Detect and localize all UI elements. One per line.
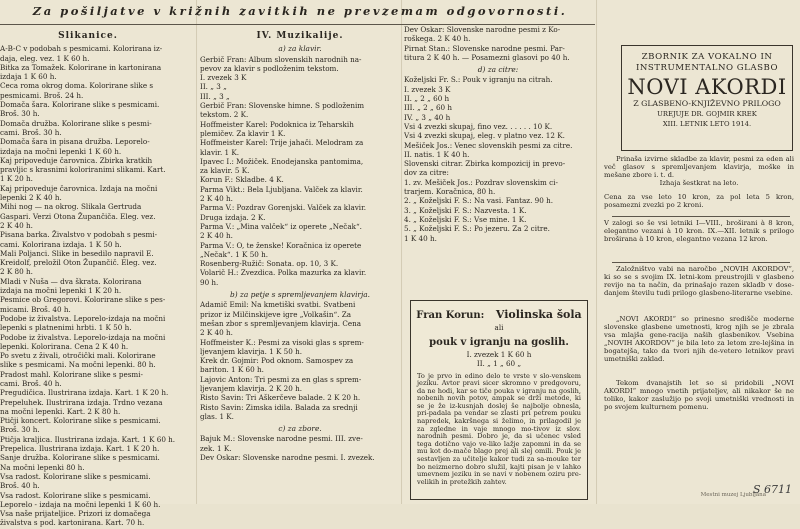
list-item: 5. „ Koželjski F. S.: Po jezeru. Za 2 citre. [404, 224, 550, 234]
paragraph: Prinaša izvirne skladbe za klavir, pesmi za eden ali več glasov s spremljevanjem klavirja, moške in mešane zbore i. t. d. [604, 155, 794, 179]
list-item: IV. „ 3 „ 40 h [404, 112, 451, 122]
list-item: Kaj pripoveduje čarovnica. Zbirka kratkih [0, 155, 153, 165]
list-item: 2 K 40 h. [200, 328, 233, 338]
list-item: 2 K 40 h. [0, 220, 33, 230]
fold-line [596, 0, 598, 504]
list-item: pravljic s krasnimi koloriranimi slikami. Kart. [0, 165, 166, 175]
list-item: ljevanjem klavirja. 1 K 50 h. [200, 346, 303, 356]
list-item: Korun F.: Skladbe. 4 K. [200, 175, 284, 185]
list-item: Pisana barka. Živalstvo v podobah s pesmi- [0, 230, 158, 240]
list-item: cami. Broš. 40 h. [0, 378, 62, 388]
list-item: Dev Oskar: Slovenske narodne pesmi. I. zvezek. [200, 453, 375, 463]
list-item: Slovenski citrar. Zbirka kompozicij in prevo- [404, 159, 566, 169]
list-item: II. „ 2 „ 60 h [404, 94, 450, 104]
list-item: III. „ 2 „ 60 h [404, 103, 453, 113]
list-item: Rosenberg-Ružič: Sonata. op. 10, 3 K. [200, 259, 339, 269]
divider [612, 216, 790, 217]
list-item: živalstva s pod. kartonirana. Kart. 70 h. [0, 518, 145, 528]
list-item: izdaja na močni lepenki 1 K 20 h. [0, 286, 122, 296]
journal-desc [604, 156, 794, 188]
list-item: bariton. 1 K 60 h. [200, 365, 264, 375]
list-item: 90 h. [200, 277, 219, 287]
list-item: Dev Oskar: Slovenske narodne pesmi z Ko- [404, 26, 561, 34]
ad-volume: I. zvezek 1 K 60 h [466, 349, 532, 359]
list-item: Gerbič Fran: Album slovenskih narodnih na- [200, 54, 362, 64]
list-item: Vsi 4 zvezki skupaj, eleg. v platno vez. 12 K. [404, 131, 565, 141]
subsection-title: a) za klavir. [278, 44, 322, 54]
list-item: Broš. 30 h. [0, 425, 40, 435]
top-banner: Za pošiljatve v križnih zavitkih ne prevzemam odgovornosti. [32, 4, 568, 18]
list-item: Gerbič Fran: Slovenske himne. S podloženim [200, 101, 365, 111]
list-item: Leporelo - izdaja na močni lepenki 1 K 60 h. [0, 499, 161, 509]
journal-year: XIII. LETNIK LETO 1914. [662, 120, 752, 128]
list-item: izdaja 1 K 60 h. [0, 72, 57, 82]
list-item: Prepeluhek. Ilustrirana izdaja. Trdno vezana [0, 397, 163, 407]
ad-author: Fran Korun: [416, 310, 485, 321]
list-item: cami. Kolorirana izdaja. 1 K 50 h. [0, 239, 122, 249]
list-item: pevov za klavir s podloženim tekstom. [200, 63, 339, 73]
list-item: dov za citre: [404, 168, 449, 178]
list-item: Mladi v Nuša — dva škrata. Kolorirana [0, 276, 142, 286]
journal-about: „NOVI AKORDI“ so prinesno središče moderne slovenske glasbene umetnosti, krog njih se je zbrala vsa mlajša gene-racija naših glasbenikov. Vsebina „NOVIH AKORDOV“ je bila leto za letom zre-lejšina in bogatejša, tako da tvori njih de-veterо letnikov pravi umetniški zaklad. [604, 315, 794, 363]
ad-volume: II. „ 1 „ 60 „ [476, 359, 522, 368]
subsection-title: b) za petje s spremljevanjem klavirja. [229, 290, 371, 300]
museum-stamp: Mestni muzej Ljubljana [700, 492, 766, 498]
list-item: Po svetu z živali, otročički mali. Kolorirane [0, 351, 156, 361]
list-item: Mali Poljanci. Slike in besedilo napravil E. [0, 248, 154, 258]
list-item: Bajuk M.: Slovenske narodne pesmi. III. zve- [200, 434, 363, 444]
column-music-cont [404, 26, 592, 296]
inventory-number: S 6711 [752, 483, 792, 496]
list-item: Vsa naše prijateljice. Prizori iz domačega [0, 509, 151, 519]
list-item: Parma V.: O, te ženske! Koračnica iz operete [200, 240, 362, 250]
list-item: glas. 1 K. [200, 411, 234, 421]
list-item: Adamič Emil: Na kmetiški svatbi. Svatbeni [200, 300, 356, 310]
ad-text: To je prvo in edino delo te vrste v slo-venskem jeziku. Avtor pravi sicer skromno v predgovoru, da ne hodi, kar se tiče pouka v igranju na goslih, nobenih novih potov, ampak se drži metode, ki se je že iz-kusnjah doslej še najbolje obnesla, pri-padala pa vendar se zlasti pri petrem pouku napredek, kakršnega si želimo, in prilagodil je za zgledne in vaje mnogo mo-tivov iz slov. narodnih pesmi. Dobro je, da si učenec vsled tega dotično vajo ve-liko lažje zapomni in da se mu kot do-mače blago prej ali slej omili. Pouk je sestavljen za učitelje kakor tudi za sa-mouke ter bo neizmerno dobro služil, kajti pisan je v lahko umevnem jeziku in se navi v nobenem oziru pre-velikih in pretežkih zahtev. [417, 371, 581, 486]
list-item: Na močni lepenki 80 h. [0, 462, 85, 472]
journal-subtitle: Z GLASBENO-KNJIŽEVNO PRILOGO [633, 99, 781, 108]
list-item: III. „ 3 „ [200, 91, 230, 101]
list-item: Vsi 4 zvezki skupaj, fino vez. . . . . . 10 K. [404, 121, 553, 131]
list-item: titura 2 K 40 h. — Posamezni glasovi po 40 h. [404, 52, 570, 62]
list-item: Podobe iz živalstva. Leporelo-izdaja na močni [0, 332, 166, 342]
title-frame [621, 45, 793, 151]
journal-invite: Založništvo vabi na naročbo „NOVIH AKORDOV“, ki so se s svojim IX. letni-kom preustrojili v glasbeno revijo na ta način, da prinašajo razen skladb v dose-danjem številu tudi prilogo glasbeno-literarne vsebine. [604, 265, 794, 297]
list-item: Koželjski Fr. S.: Pouk v igranju na citrah. [404, 75, 553, 85]
list-item: Volarič H.: Zvezdica. Polka mazurka za klavir. [200, 268, 367, 278]
list-item: II. „ 3 „ [200, 82, 227, 92]
list-item: Ptičji koncert. Kolorirane slike s pesmicami. [0, 416, 161, 426]
list-item: Mihi nog — na okrog. Slikala Gertruda [0, 202, 142, 212]
list-item: Ceca roma okrog doma. Kolorirane slike s [0, 81, 154, 91]
list-item: Risto Savin: Tri Aškerčeve balade. 2 K 20 h. [200, 393, 361, 403]
violin-school-ad [410, 300, 588, 500]
list-item: prizor iz Milčinskijeve igre „Volkašin“. Za [200, 309, 352, 319]
list-item: Ptičja kraljica. Ilustrirana izdaja. Kart. 1 K 60 h. [0, 434, 176, 444]
list-item: Sanje družba. Kolorirane slike s pesmicami. [0, 453, 160, 463]
list-item: trarjem. Koračnica, 80 h. [404, 187, 496, 197]
paragraph: Izhaja šestkrat na leto. [659, 178, 739, 187]
list-item: Domača šara. Kolorirane slike s pesmicami. [0, 100, 160, 110]
list-item: Krek dr. Gojmir: Pod oknom. Samospev za [200, 356, 354, 366]
list-item: Druga izdaja. 2 K. [200, 212, 266, 222]
list-item: Mešiček Jos.: Venec slovenskih pesmi za citre. [404, 140, 573, 150]
subsection-title: c) za zbore. [278, 424, 322, 434]
divider [0, 24, 595, 25]
list-item: Domača šara in pisana družba. Leporelo- [0, 137, 150, 147]
list-item: mešan zbor s spremljevanjem klavirja. Cena [200, 318, 361, 328]
list-item: 1 K 40 h. [404, 233, 437, 243]
list-item: plemičev. Za klavir 1 K. [200, 128, 286, 138]
entry-list [404, 26, 592, 62]
list-item: zek. 1 K. [200, 443, 232, 453]
list-item: Kaj pripoveduje čarovnica. Izdaja na močni [0, 183, 158, 193]
list-item: 1 K 20 h. [0, 174, 33, 184]
section-title: IV. Muzikalije. [256, 31, 344, 41]
entry-list [0, 45, 176, 527]
journal-title: NOVI AKORDI [627, 75, 787, 99]
list-item: lepenki s platnenimi hrbti. 1 K 50 h. [0, 323, 132, 333]
list-item: Podobe iz živalstva. Leporelo-izdaja na močni [0, 313, 166, 323]
list-item: pesmicami. Broš. 24 h. [0, 90, 84, 100]
list-item: micami. Broš. 40 h. [0, 304, 71, 314]
divider [612, 262, 790, 263]
entry-list [200, 56, 400, 287]
ad-book-title: Violinska šola [495, 308, 582, 321]
list-item: 1. zv. Mešiček Jos.: Pozdrav slovenskim ci- [404, 177, 558, 187]
entry-list [200, 301, 400, 421]
list-item: Bitka za Tomažek. Kolorirane in kartonirana [0, 62, 162, 72]
list-item: Broš. 30 h. [0, 109, 40, 119]
list-item: „Nečak“. 1 K 50 h. [200, 249, 269, 259]
list-item: Hoffmeister K.: Pesmi za visoki glas s sprem- [200, 337, 364, 347]
list-item: Pirnat Stan.: Slovenske narodne pesmi. Par- [404, 43, 565, 53]
list-item: ljevanjem klavirja. 2 K 20 h. [200, 383, 303, 393]
list-item: I. zvezek 3 K [200, 73, 247, 83]
list-item: 2. „ Koželjski F. S.: Na vasi. Fantaz. 90 h. [404, 196, 553, 206]
journal-friends: Tekom dvanajstih let so si pridobili „NOVI AKORDI“ mnogo vnetih prijateljev, ali nikakor še ne toliko, kakor zaslužijo po svoji umetniški vrednosti in po svojem kulturnem pomenu. [604, 379, 794, 411]
list-item: Parma V.: Pozdrav Gorenjski. Valček za klavir. [200, 203, 367, 213]
list-item: Broš. 40 h. [0, 481, 40, 491]
entry-list [200, 435, 400, 462]
list-item: izdaja na močni lepenki 1 K 60 h. [0, 146, 122, 156]
list-item: Pregudičica. Ilustrirana izdaja. Kart. 1 K 20 h. [0, 388, 169, 398]
list-item: Vsa radost. Kolorirane slike s pesmicami. [0, 471, 151, 481]
list-item: Prepelica. Ilustrirana izdaja. Kart. 1 K 20 h. [0, 444, 160, 454]
ad-title [411, 309, 587, 322]
journal-kicker: ZBORNIK ZA VOKALNO IN INSTRUMENTALNO GLASBO [636, 52, 778, 73]
ad-subtitle: pouk v igranju na goslih. [429, 336, 569, 348]
list-item: Risto Savin: Zimska idila. Balada za srednji [200, 402, 358, 412]
list-item: Pradost mahl. Kolorirane slike s pesmi- [0, 369, 143, 379]
list-item: Lajovic Anton: Tri pesmi za en glas s sprem- [200, 374, 362, 384]
subsection-title: d) za citre: [477, 65, 519, 75]
list-item: A-B-C v podobah s pesmicami. Kolorirana iz- [0, 44, 163, 54]
list-item: lepenki. Kolorirana. Cena 2 K 40 h. [0, 341, 129, 351]
list-item: Ipavec I.: Možiček. Enodejanska pantomima, [200, 156, 364, 166]
fold-line [401, 0, 403, 504]
list-item: roškega. 2 K 40 h. [404, 34, 471, 44]
list-item: Gaspari. Verzi Otona Župančiča. Eleg. vez. [0, 211, 156, 221]
list-item: Kreidolf, preložil Oton Župančič. Eleg. vez. [0, 258, 157, 268]
fold-line [196, 0, 198, 504]
list-item: tekstom. 2 K. [200, 110, 249, 120]
column-picture-books [0, 26, 176, 529]
section-title: Slikanice. [58, 31, 118, 41]
list-item: 4. „ Koželjski F. S.: Vse mine. 1 K. [404, 214, 527, 224]
journal-editor: UREJUJE DR. GOJMIR KREK [657, 110, 757, 118]
list-item: II. natis. 1 K 40 h. [404, 149, 470, 159]
list-item: dajа, eleg. vez. 1 K 60 h. [0, 53, 90, 63]
list-item: I. zvezek 3 K [404, 84, 451, 94]
list-item: Vsa radost. Kolorirane slike s pesmicami. [0, 490, 151, 500]
list-item: klavir. 1 K. [200, 147, 240, 157]
list-item: lepenki 2 K 40 h. [0, 193, 62, 203]
list-item: za klavir. 5 K. [200, 166, 250, 176]
list-item: 2 K 80 h. [0, 267, 33, 277]
list-item: Pesmice ob Gregorovi. Kolorirane slike s pes- [0, 295, 166, 305]
journal-price: Cena za vse leto 10 kron, za pol leta 5 kron, posamezni zvezki po 2 kroni. [604, 193, 794, 209]
list-item: Parma Vikt.: Bela Ljubljana. Valček za klavir. [200, 184, 363, 194]
list-item: 2 K 40 h. [200, 194, 233, 204]
list-item: 2 K 40 h. [200, 231, 233, 241]
ad-conj: ali [494, 323, 504, 332]
list-item: Domača družba. Kolorirane slike s pesmi- [0, 118, 152, 128]
list-item: na močni lepenki. Kart. 2 K 80 h. [0, 406, 121, 416]
list-item: slike s pesmicami. Na močni lepenki. 80 h. [0, 360, 156, 370]
list-item: Parma V.: „Mina valček“ iz operete „Nečak“. [200, 221, 362, 231]
entry-list [404, 76, 592, 242]
list-item: Hoffmeister Karel: Trije jahači. Melodram za [200, 138, 364, 148]
list-item: Hoffmeister Karel: Podoknica iz Teharskih [200, 119, 354, 129]
journal-stock: V zalogi so še vsi letniki I—VIII., broširani à 8 kron, elegantno vezani à 10 kron. IX.—XII. letnik s prilogo broširana à 10 kron, elegantno vezana 12 kron. [604, 219, 794, 243]
list-item: cami. Broš. 30 h. [0, 127, 62, 137]
list-item: 3. „ Koželjski F. S.: Nazvesta. 1 K. [404, 205, 527, 215]
column-music [200, 26, 400, 463]
